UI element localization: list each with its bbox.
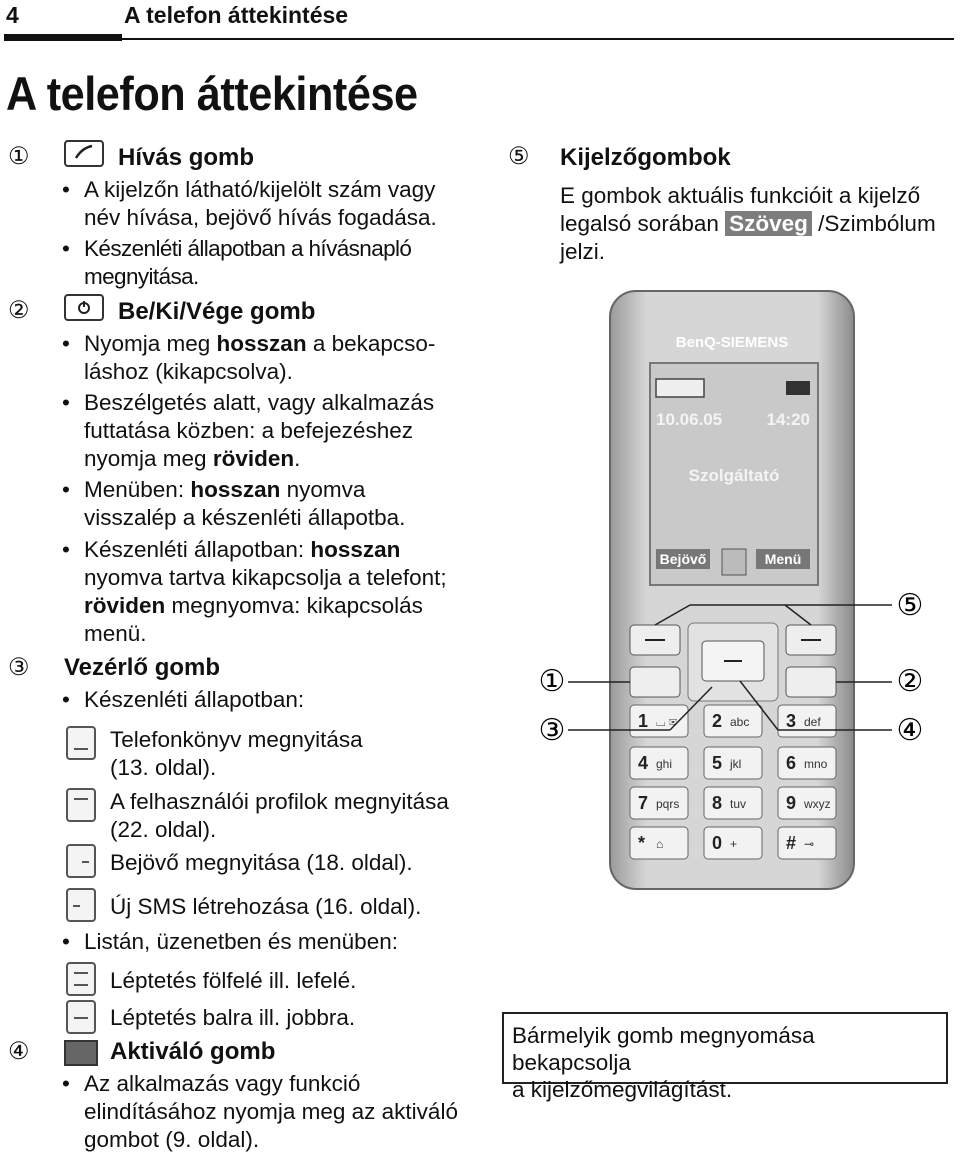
nav-item-inbox: Bejövő megnyitása (18. oldal). [110, 850, 413, 875]
phone-illustration [500, 285, 960, 895]
end-key-icon [64, 294, 104, 321]
keypad-key-main: 4 [638, 753, 649, 773]
signal-icon [656, 379, 704, 397]
keypad-key-sub: wxyz [804, 797, 831, 811]
section-5-number: ⑤ [508, 143, 530, 170]
keypad-key-sub: def [804, 715, 821, 729]
callout-5: ⑤ [896, 588, 924, 623]
screen-softkey-left-label: Bejövő [659, 551, 707, 567]
keypad-key-main: * [638, 833, 646, 853]
screen-menu-grid-icon [722, 549, 746, 575]
s4-bullet-1: • Az alkalmazás vagy funkció elindításához nyomja meg az aktiváló gombot (9. oldal). [84, 1070, 484, 1154]
callout-4: ④ [896, 713, 924, 748]
section-5-text: E gombok aktuális funkcióit a kijelző legalsó sorában Szöveg /Szimbólum jelzi. [560, 183, 936, 264]
keypad-key-main: 3 [786, 711, 797, 731]
callout-3: ③ [538, 713, 566, 748]
nav-up-icon [66, 788, 96, 822]
screen-provider: Szolgáltató [688, 466, 780, 485]
call-key-icon [64, 140, 104, 167]
keypad-key-main: 1 [638, 711, 649, 731]
screen-date: 10.06.05 [656, 410, 723, 429]
page-title: A telefon áttekintése [6, 67, 418, 120]
nav-item-profiles: A felhasználói profilok megnyitása (22. oldal). [110, 789, 449, 842]
nav-up-down-icon [66, 962, 96, 996]
nav-item-new-sms: Új SMS létrehozása (16. oldal). [110, 894, 422, 919]
info-note-box: Bármelyik gomb megnyomása bekapcsolja a kijelzőmegvilágítást. [502, 1012, 948, 1084]
keypad-key-main: 6 [786, 753, 797, 773]
keypad-key-sub: + [730, 837, 738, 851]
keypad-key-main: 2 [712, 711, 723, 731]
nav-item-scroll-horizontal: Léptetés balra ill. jobbra. [110, 1005, 356, 1030]
s2-bullet-4: • Készenléti állapotban: hosszan nyomva tartva kikapcsolja a telefont; röviden megnyomva: kikapcsolás menü. [84, 536, 484, 648]
s2-bullet-1: • Nyomja meg hosszan a bekapcso- láshoz (kikapcsolva). [84, 330, 484, 386]
softkey-text-chip: Szöveg [725, 211, 812, 236]
page-number: 4 [6, 2, 19, 28]
nav-item-scroll-vertical: Léptetés fölfelé ill. lefelé. [110, 968, 357, 993]
keypad-key-main: # [786, 833, 797, 853]
s1-bullet-2: • Készenléti állapotban a hívásnapló megnyitása. [84, 235, 484, 291]
keypad-key-sub: ghi [656, 757, 673, 771]
header-rule-thin [122, 38, 954, 40]
keypad-key-sub: ⊸ [804, 837, 815, 851]
section-2-title: Be/Ki/Vége gomb [118, 298, 316, 325]
keypad-key-sub: tuv [730, 797, 747, 811]
s2-bullet-2: • Beszélgetés alatt, vagy alkalmazás futtatása közben: a befejezéshez nyomja meg röviden. [84, 389, 484, 473]
s1-bullet-1: • A kijelzőn látható/kijelölt szám vagy név hívása, bejövő hívás fogadása. [84, 176, 484, 232]
phone-brand: BenQ-SIEMENS [675, 334, 789, 351]
end-key [786, 667, 836, 697]
header-rule-thick [4, 34, 122, 41]
keypad-key-sub: abc [730, 715, 750, 729]
section-4-number: ④ [8, 1038, 30, 1065]
s3-bullet-1: • Készenléti állapotban: [84, 686, 484, 714]
section-3-title: Vezérlő gomb [64, 654, 221, 681]
section-3-number: ③ [8, 654, 30, 681]
callout-1: ① [538, 664, 566, 699]
keypad-key-main: 8 [712, 793, 723, 813]
action-key-icon [64, 1040, 98, 1066]
nav-left-right-icon [66, 1000, 96, 1034]
keypad-key-sub: mno [804, 757, 828, 771]
section-5-title: Kijelzőgombok [560, 144, 731, 171]
nav-down-icon [66, 726, 96, 760]
callout-2: ② [896, 664, 924, 699]
keypad-key-sub: pqrs [656, 797, 680, 811]
section-1-title: Hívás gomb [118, 144, 255, 171]
keypad-key-main: 5 [712, 753, 723, 773]
nav-item-phonebook: Telefonkönyv megnyitása (13. oldal). [110, 727, 363, 780]
keypad-key-main: 7 [638, 793, 649, 813]
keypad-key-main: 0 [712, 833, 723, 853]
keypad-key-sub: jkl [730, 757, 742, 771]
nav-left-icon [66, 888, 96, 922]
s3-bullet-2: • Listán, üzenetben és menüben: [84, 928, 484, 956]
section-2-number: ② [8, 297, 30, 324]
running-title: A telefon áttekintése [124, 2, 349, 28]
s2-bullet-3: • Menüben: hosszan nyomva visszalép a készenléti állapotba. [84, 476, 484, 532]
running-header [0, 0, 960, 44]
battery-icon [786, 381, 810, 395]
section-1-number: ① [8, 143, 30, 170]
keypad-key-sub: ⌴ ✉ [656, 715, 678, 729]
screen-softkey-right-label: Menü [764, 551, 802, 567]
call-key [630, 667, 680, 697]
nav-right-icon [66, 844, 96, 878]
keypad-key-sub: ⌂ [656, 837, 664, 851]
screen-time: 14:20 [766, 410, 810, 429]
section-4-title: Aktiváló gomb [110, 1038, 276, 1065]
keypad-key-main: 9 [786, 793, 797, 813]
